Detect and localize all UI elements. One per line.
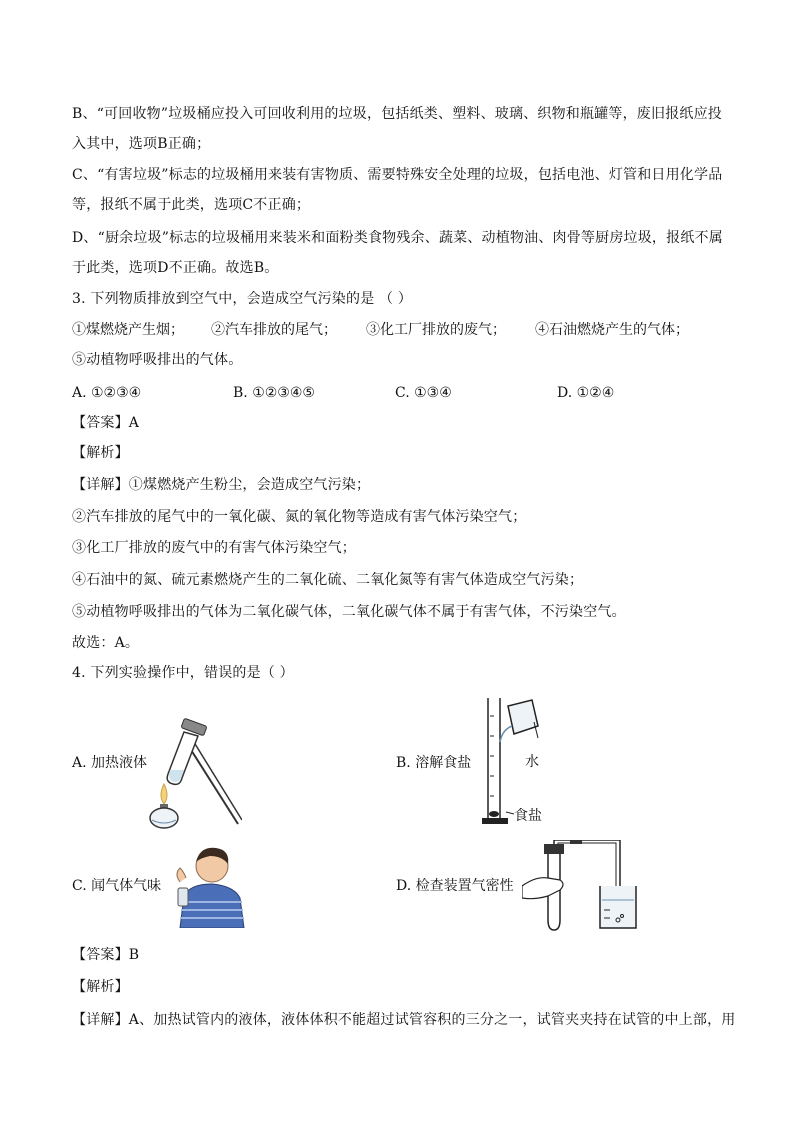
q3-item-5: ⑤动植物呼吸排出的气体。: [72, 352, 243, 368]
q3-option-b: B. ①②③④⑤: [233, 385, 315, 401]
q3-option-d: D. ①②④: [557, 385, 615, 401]
q3-detail-5: ⑤动植物呼吸排出的气体为二氧化碳气体，二氧化碳气体不属于有害气体，不污染空气。: [72, 604, 626, 620]
q4-option-c-label: C. 闻气体气味: [72, 878, 162, 894]
q4-option-b-label: B. 溶解食盐: [396, 755, 472, 771]
q3-detail-6: 故选：A。: [72, 635, 140, 651]
q3-item-3: ③化工厂排放的废气；: [366, 322, 506, 338]
q3-stem: 3. 下列物质排放到空气中，会造成空气污染的是 （ ）: [72, 291, 413, 307]
q3-answer: 【答案】A: [72, 415, 140, 431]
airtightness-check-figure: [522, 840, 642, 932]
q3-option-c: C. ①③④: [395, 385, 452, 401]
q2-d-line1: D、“厨余垃圾”标志的垃圾桶用来装米和面粉类食物残余、蔬菜、动植物油、肉骨等厨房垃圾，报纸不属: [72, 230, 723, 246]
q4-analysis-title: 【解析】: [72, 979, 129, 995]
q3-detail-3: ③化工厂排放的废气中的有害气体污染空气；: [72, 540, 356, 556]
q4-fig-b-salt-label: 食盐: [514, 808, 542, 824]
q4-fig-b-water-label: 水: [525, 754, 539, 770]
q4-option-a-label: A. 加热液体: [72, 755, 148, 771]
q4-answer: 【答案】B: [72, 947, 140, 963]
q2-c-line1: C、“有害垃圾”标志的垃圾桶用来装有害物质、需要特殊安全处理的垃圾，包括电池、灯管和日用化学品: [72, 167, 723, 183]
q4-detail-1: 【详解】A、加热试管内的液体，液体体积不能超过试管容积的三分之一，试管夹夹持在试管的中上部，用: [72, 1012, 736, 1028]
q3-detail-1: 【详解】①煤燃烧产生粉尘，会造成空气污染；: [72, 477, 371, 493]
q2-b-line1: B、“可回收物”垃圾桶应投入可回收利用的垃圾，包括纸类、塑料、玻璃、织物和瓶罐等，废旧报纸应投: [72, 106, 722, 122]
q2-d-line2: 于此类，选项D不正确。故选B。: [72, 260, 279, 276]
q3-detail-2: ②汽车排放的尾气中的一氧化碳、氮的氧化物等造成有害气体污染空气；: [72, 509, 527, 525]
q3-item-1: ①煤燃烧产生烟；: [72, 322, 184, 338]
q3-analysis-title: 【解析】: [72, 445, 129, 461]
smelling-gas-figure: [170, 838, 250, 928]
q4-option-d-label: D. 检查装置气密性: [396, 878, 514, 894]
heating-liquid-figure: [146, 712, 242, 830]
q3-item-4: ④石油燃烧产生的气体；: [535, 322, 689, 338]
q3-detail-4: ④石油中的氮、硫元素燃烧产生的二氧化硫、二氧化氮等有害气体造成空气污染；: [72, 572, 584, 588]
q4-stem: 4. 下列实验操作中，错误的是（ ）: [72, 665, 294, 681]
q3-option-a: A. ①②③④: [72, 385, 142, 401]
q2-b-line2: 入其中，选项B正确；: [72, 136, 211, 152]
q2-c-line2: 等，报纸不属于此类，选项C不正确；: [72, 197, 311, 213]
q3-item-2: ②汽车排放的尾气；: [211, 322, 337, 338]
